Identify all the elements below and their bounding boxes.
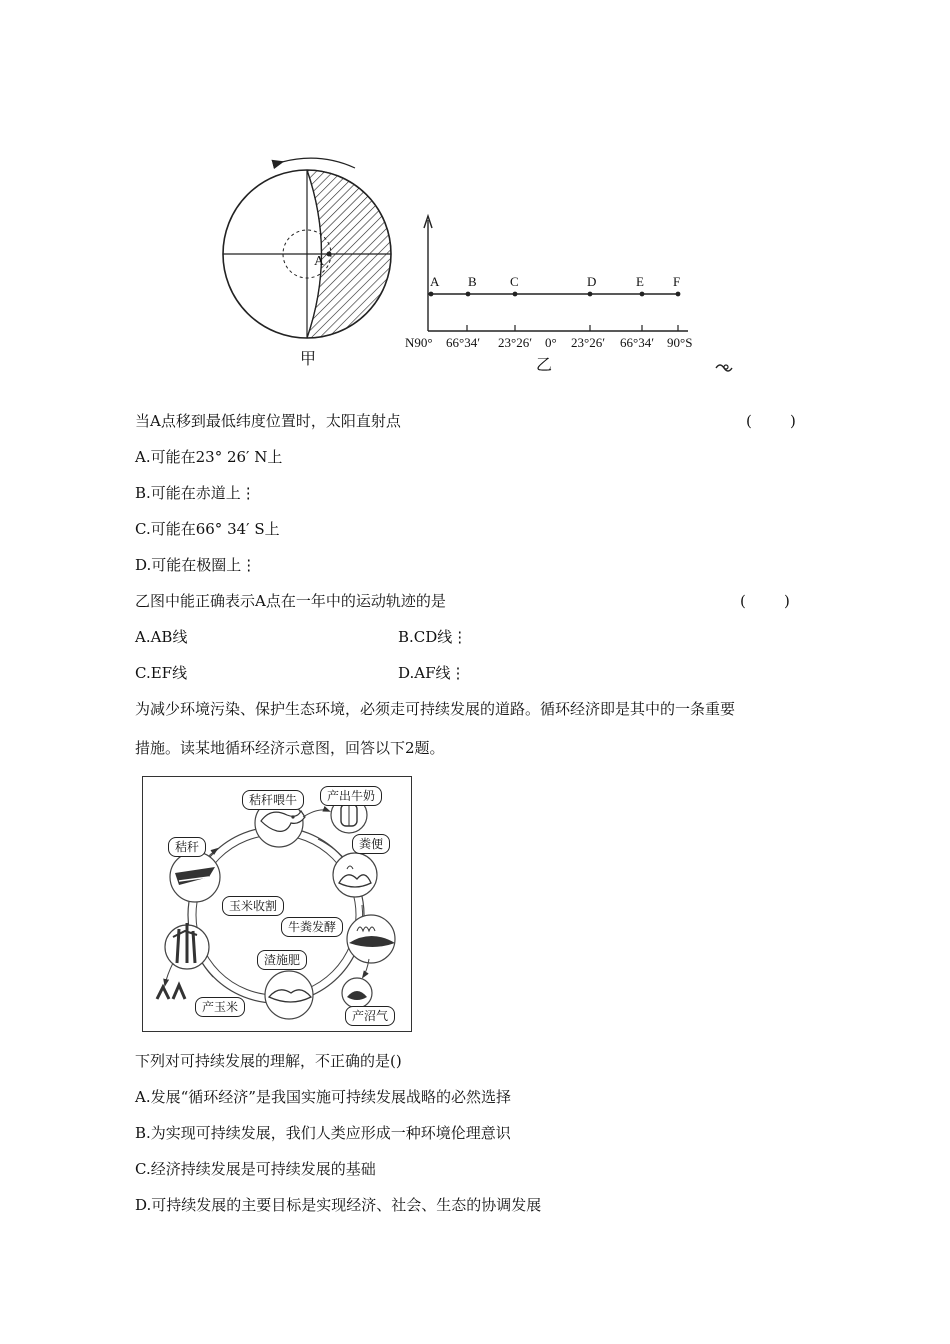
point-a-label: A [314,254,325,269]
q2-option-b: B.CD线⋮ [398,628,468,646]
label-produce-milk: 产出牛奶 [320,786,382,806]
axis-tick-label: 66°34′ [446,335,481,350]
residue-node [265,971,313,1019]
caption-yi: 乙 [536,355,553,374]
q1-option-d: D.可能在极圈上⋮ [135,556,257,574]
label-residue-fertilizer: 渣施肥 [257,950,307,970]
corn-plant-node [165,923,209,969]
manure-node [333,853,377,897]
label-corn-harvest: 玉米收割 [222,896,284,916]
rotation-arrow [282,158,355,168]
q3-option-a: A.发展“循环经济”是我国实施可持续发展战略的必然选择 [135,1088,511,1106]
label-manure: 粪便 [352,834,390,854]
q3-option-b: B.为实现可持续发展，我们人类应形成一种环境伦理意识 [135,1124,511,1142]
track-point-label: E [636,274,644,289]
q1-answer-paren: ( ) [746,412,796,430]
label-straw: 秸秆 [168,837,206,857]
axis-tick-label: 66°34′ [620,335,655,350]
label-straw-feed-cattle: 秸秆喂牛 [242,790,304,810]
q2-answer-paren: ( ) [740,592,790,610]
axis-tick-label: 23°26′ [498,335,533,350]
axis-tick-label: N90° [405,335,433,350]
track-point-label: B [468,274,477,289]
q1-option-b: B.可能在赤道上⋮ [135,484,256,502]
caption-jia: 甲 [300,349,317,368]
intro-line-1: 为减少环境污染、保护生态环境，必须走可持续发展的道路。循环经济即是其中的一条重要 [135,700,736,718]
label-produce-corn: 产玉米 [195,997,245,1017]
axis-tick-label: 90°S [667,335,693,350]
track-point-label: F [673,274,681,289]
corn-cobs-node [157,985,185,999]
q2-option-c: C.EF线 [135,664,188,682]
intro-line-2: 措施。读某地循环经济示意图，回答以下2题。 [135,739,445,757]
q1-stem: 当A点移到最低纬度位置时，太阳直射点 [135,412,401,430]
q2-stem: 乙图中能正确表示A点在一年中的运动轨迹的是 [135,592,446,610]
q2-option-d: D.AF线⋮ [398,664,466,682]
q3-option-c: C.经济持续发展是可持续发展的基础 [135,1160,376,1178]
track-point-label: C [510,274,519,289]
q1-option-a: A.可能在23° 26′ N上 [135,448,283,466]
label-manure-ferment: 牛粪发酵 [281,917,343,937]
fermentation-node [347,915,395,963]
biogas-node [342,978,372,1008]
axis-tick-label: 0° [545,335,557,350]
straw-node [170,852,220,902]
q2-option-a: A.AB线 [135,628,188,646]
q3-stem: 下列对可持续发展的理解，不正确的是() [135,1052,402,1070]
axis-tick-label: 23°26′ [571,335,606,350]
track-point-label: A [430,274,440,289]
q3-option-d: D.可持续发展的主要目标是实现经济、社会、生态的协调发展 [135,1196,542,1214]
q1-option-c: C.可能在66° 34′ S上 [135,520,280,538]
label-produce-biogas: 产沼气 [345,1006,395,1026]
track-point-label: D [587,274,597,289]
scribble-mark [716,365,732,371]
